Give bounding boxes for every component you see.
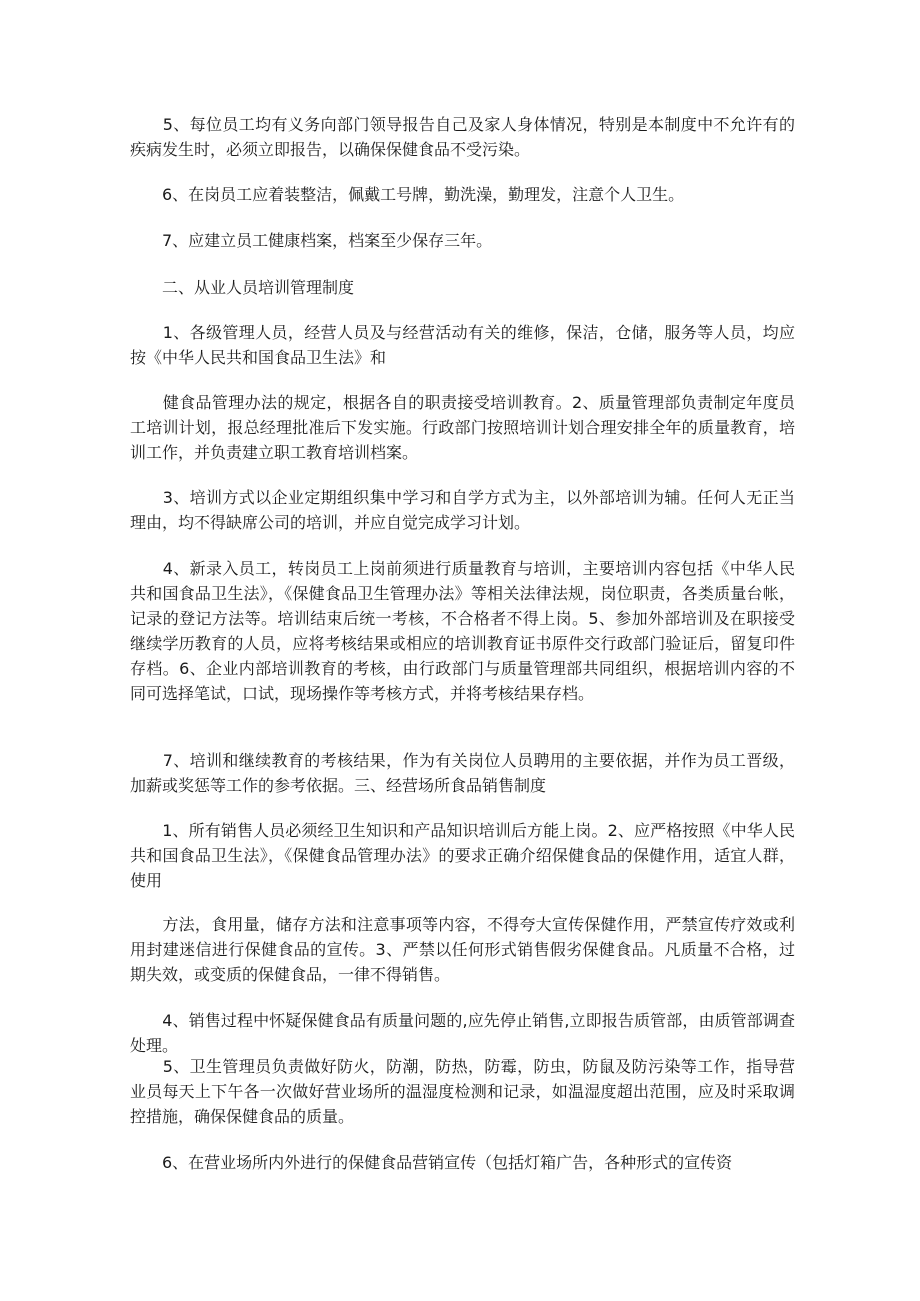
paragraph-training-7-and-sales-head: 7、培训和继续教育的考核结果，作为有关岗位人员聘用的主要依据，并作为员工晋级，加薪或奖惩等工作的参考依据。三、经营场所食品销售制度 <box>130 751 795 795</box>
paragraph-sales-4: 4、销售过程中怀疑保健食品有质量问题的,应先停止销售,立即报告质管部，由质管部调查处理。 <box>130 1011 795 1055</box>
paragraph-sales-6: 6、在营业场所内外进行的保健食品营销宣传（包括灯箱广告，各种形式的宣传资 <box>130 1153 733 1172</box>
paragraph-sales-1-2: 1、所有销售人员必须经卫生知识和产品知识培训后方能上岗。2、应严格按照《中华人民共和国食品卫生法》，《保健食品管理办法》的要求正确介绍保健食品的保健作用，适宜人群，使用 <box>130 821 795 890</box>
paragraph-training-1: 1、各级管理人员，经营人员及与经营活动有关的维修，保洁，仓储，服务等人员，均应按《中华人民共和国食品卫生法》和 <box>130 323 795 367</box>
paragraph-rule-5-health-report: 5、每位员工均有义务向部门领导报告自己及家人身体情况，特别是本制度中不允许有的疾病发生时，必须立即报告，以确保保健食品不受污染。 <box>130 115 795 159</box>
paragraph-rule-7-health-archive: 7、应建立员工健康档案，档案至少保存三年。 <box>130 231 493 250</box>
paragraph-rule-6-hygiene: 6、在岗员工应着装整洁，佩戴工号牌，勤洗澡，勤理发，注意个人卫生。 <box>130 185 685 204</box>
paragraph-training-4-5-6: 4、新录入员工，转岗员工上岗前须进行质量教育与培训，主要培训内容包括《中华人民共和国食品卫生法》，《保健食品卫生管理办法》等相关法律法规，岗位职责，各类质量台帐，记录的登记方法等。培训结束后统一考核，不合格者不得上岗。5、参加外部培训及在职接受继续学历教育的人员，应将考核结果或相应的培训教育证书原件交行政部门验证后，留复印件存档。6、企业内部培训教育的考核，由行政部门与质量管理部共同组织，根据培训内容的不同可选择笔试，口试，现场操作等考核方式，并将考核结果存档。 <box>130 559 795 703</box>
paragraph-sales-2-3-cont: 方法，食用量，储存方法和注意事项等内容，不得夸大宣传保健作用，严禁宣传疗效或利用封建迷信进行保健食品的宣传。3、严禁以任何形式销售假劣保健食品。凡质量不合格，过期失效，或变质的保健食品，一律不得销售。 <box>130 915 795 984</box>
section-heading-training: 二、从业人员培训管理制度 <box>130 278 355 297</box>
paragraph-sales-5: 5、卫生管理员负责做好防火，防潮，防热，防霉，防虫，防鼠及防污染等工作，指导营业员每天上下午各一次做好营业场所的温湿度检测和记录，如温湿度超出范围，应及时采取调控措施，确保保健食品的质量。 <box>130 1057 795 1126</box>
paragraph-training-2: 健食品管理办法的规定，根据各自的职责接受培训教育。2、质量管理部负责制定年度员工培训计划，报总经理批准后下发实施。行政部门按照培训计划合理安排全年的质量教育，培训工作，并负责建立职工教育培训档案。 <box>130 393 795 462</box>
paragraph-training-3: 3、培训方式以企业定期组织集中学习和自学方式为主，以外部培训为辅。任何人无正当理由，均不得缺席公司的培训，并应自觉完成学习计划。 <box>130 488 795 532</box>
